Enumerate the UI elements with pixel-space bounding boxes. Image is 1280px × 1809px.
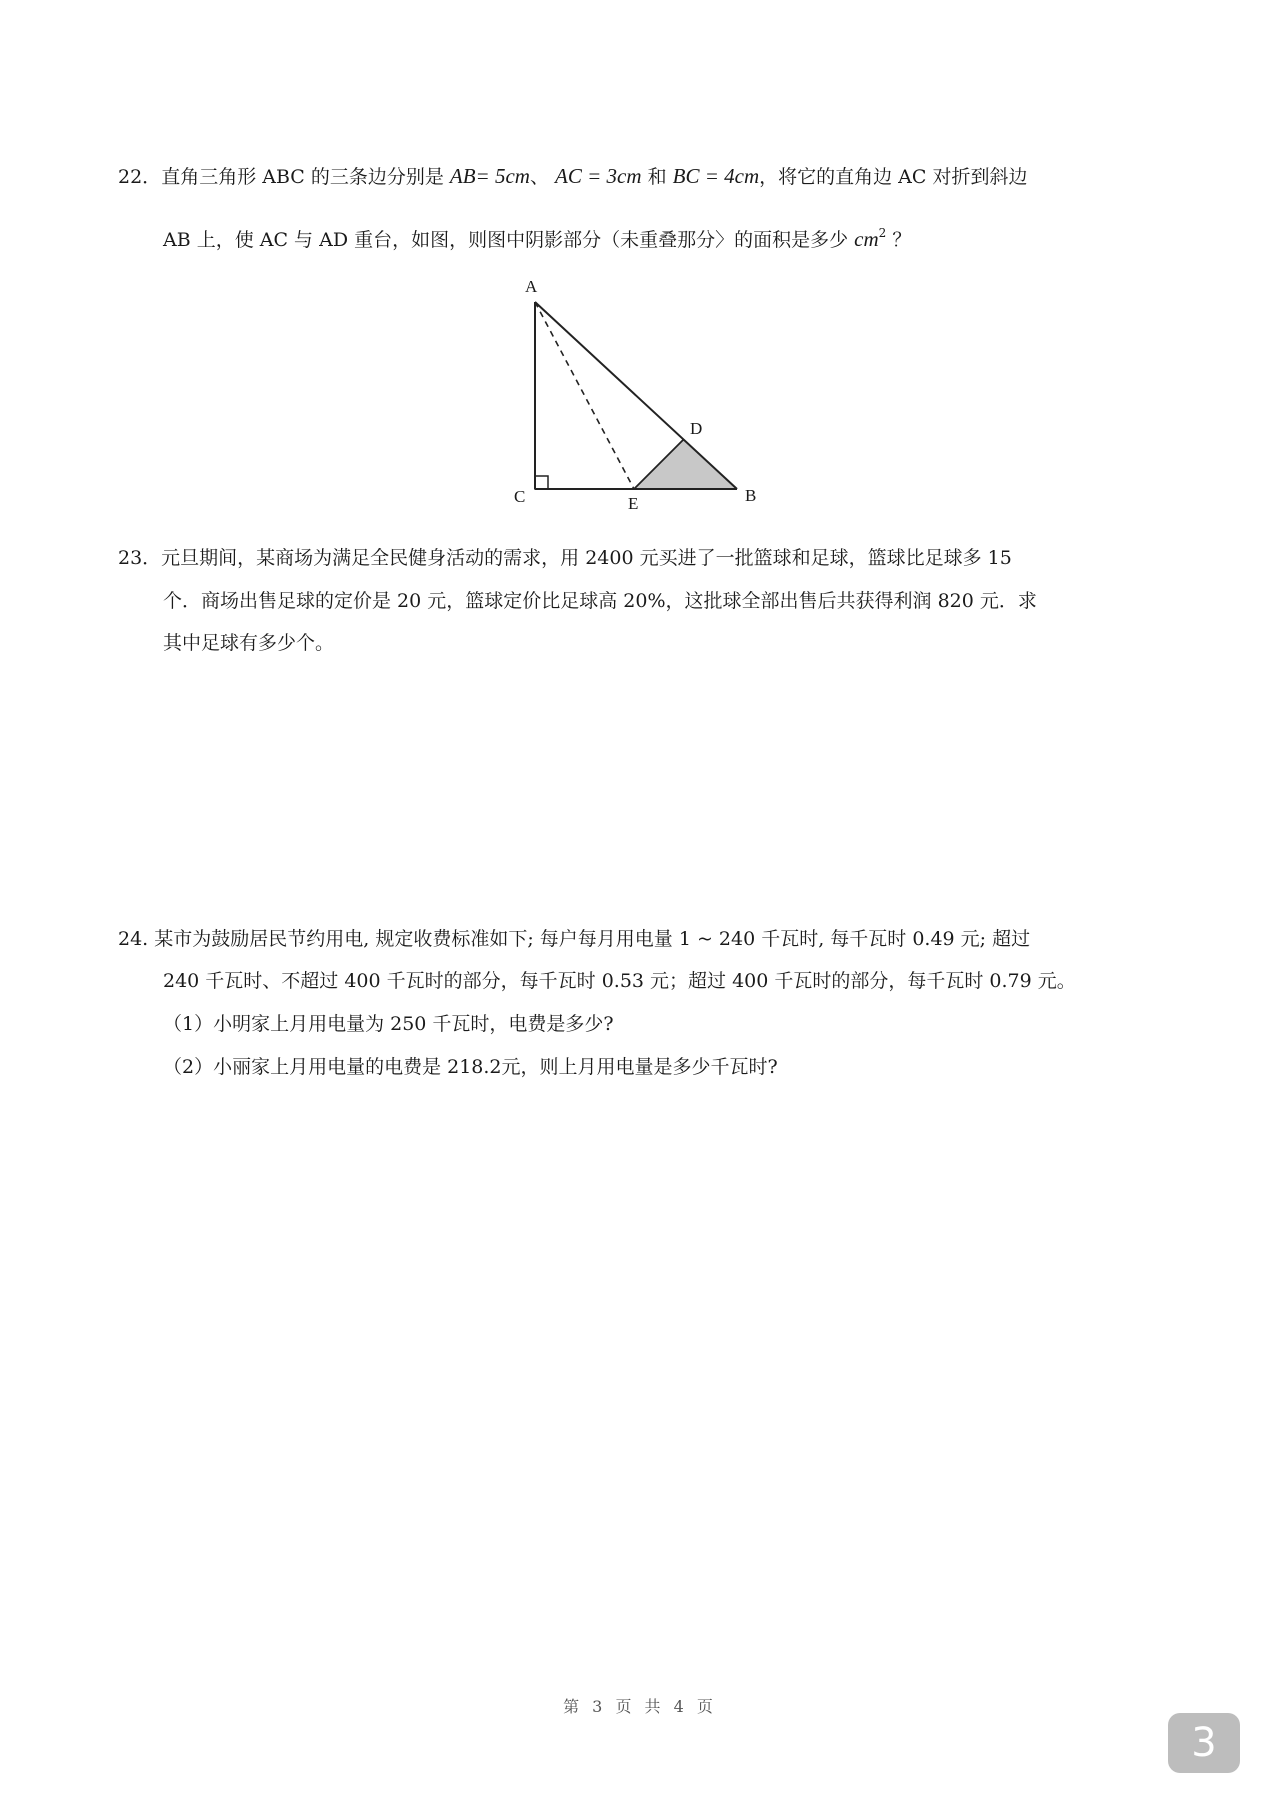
ab-value: = 5cm	[475, 164, 530, 188]
dashed-ae	[535, 302, 634, 489]
q23-line1: 23．元旦期间，某商场为满足全民健身活动的需求，用 2400 元买进了一批篮球和足球，篮球比足球多 15	[118, 547, 1012, 569]
label-d: D	[690, 419, 703, 438]
label-c: C	[514, 487, 526, 506]
bc-value: = 4cm	[699, 164, 760, 188]
unit-cm: cm	[854, 227, 879, 251]
label-a: A	[525, 277, 538, 296]
q22-text-b: ，将它的直角边 AC 对折到斜边	[759, 166, 1028, 188]
q23-line2: 个．商场出售足球的定价是 20 元，篮球定价比足球高 20%，这批球全部出售后共获得利润 820 元．求	[163, 590, 1037, 612]
ab-symbol: AB	[449, 164, 476, 188]
q22-text-c: AB 上，使 AC 与 AD 重台，如图，则图中阴影部分（未重叠那分〉的面积是多少	[163, 229, 855, 251]
ac-value: = 3cm	[581, 164, 642, 188]
side-ab	[535, 302, 737, 489]
q22-number: 22．	[118, 166, 162, 188]
q23-line3: 其中足球有多少个。	[163, 632, 335, 654]
unit-superscript: 2	[878, 226, 887, 240]
ac-symbol: AC	[555, 164, 582, 188]
label-e: E	[628, 494, 639, 512]
q24-sub1: （1）小明家上月用电量为 250 千瓦时，电费是多少?	[163, 1013, 614, 1035]
separator: 、	[529, 166, 556, 188]
q22-line2	[163, 219, 911, 254]
q24-line2: 240 千瓦时、不超过 400 千瓦时的部分，每千瓦时 0.53 元；超过 400 千瓦时的部分，每千瓦时 0.79 元。	[163, 970, 1076, 992]
q22-line1	[118, 162, 1027, 191]
q24-sub2: （2）小丽家上月用电量的电费是 218.2元，则上月用电量是多少千瓦时?	[163, 1056, 778, 1078]
label-b: B	[745, 486, 757, 505]
right-angle-mark	[535, 476, 548, 489]
triangle-figure	[510, 272, 770, 512]
question-mark: ？	[886, 229, 912, 251]
bc-symbol: BC	[672, 164, 700, 188]
page-number-badge: 3	[1168, 1713, 1240, 1773]
q24-line1: 24. 某市为鼓励居民节约用电, 规定收费标准如下; 每户每月用电量 1 ~ 240 千瓦时, 每千瓦时 0.49 元; 超过	[118, 928, 1031, 950]
shaded-triangle-bde	[634, 439, 737, 489]
and-word: 和	[641, 166, 673, 188]
page-footer: 第 3 页 共 4 页	[563, 1697, 717, 1716]
q22-text-a: 直角三角形 ABC 的三条边分别是	[161, 166, 450, 188]
